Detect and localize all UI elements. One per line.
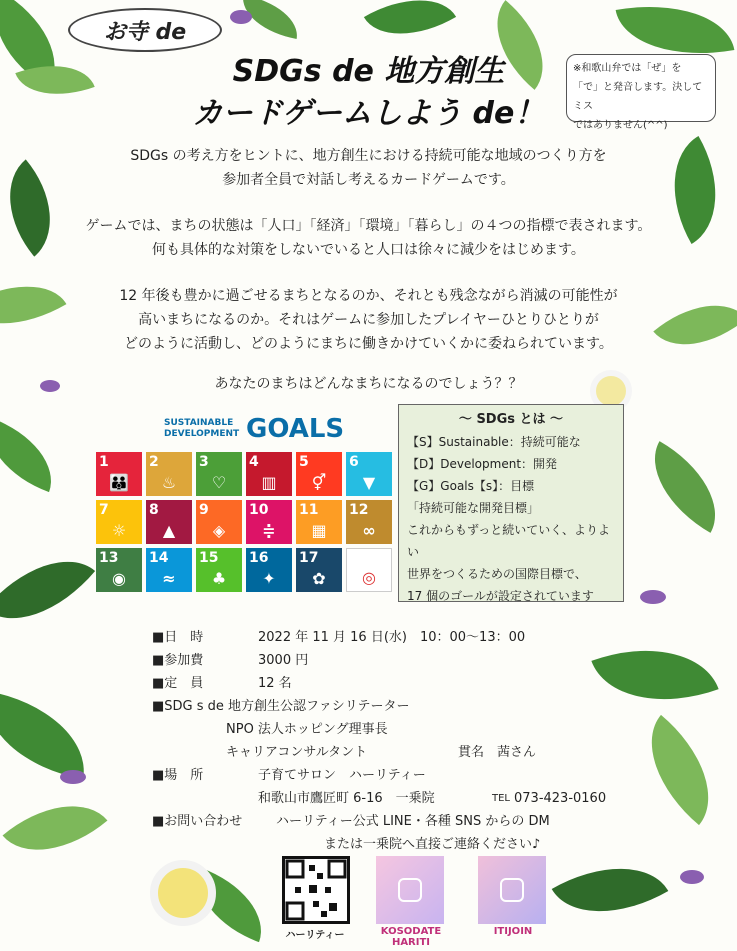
- detail-fee: [152, 649, 410, 672]
- sdg-tile-icon: ▥: [261, 473, 277, 492]
- capacity-label: ■定 員: [152, 676, 204, 691]
- sdg-tile: [196, 500, 242, 544]
- sdg-tile-icon: ✿: [312, 569, 326, 588]
- intro-text: 12 年後も豊かに過ごせるまちとなるのか、それとも残念ながら消滅の可能性が: [119, 288, 618, 304]
- dialect-note: [566, 54, 716, 131]
- sdg-tile: [296, 500, 342, 544]
- sdg-tile-icon: ≑: [262, 521, 276, 540]
- tel-label: TEL: [492, 793, 510, 804]
- sdg-tile-number: 16: [249, 550, 269, 566]
- detail-facilitator-role: [152, 741, 537, 764]
- sdgbox-line: 【S】Sustainable：持続可能な: [407, 435, 581, 449]
- sdg-tile-number: 13: [99, 550, 119, 566]
- detail-place: [152, 764, 426, 787]
- sdg-tile: [346, 452, 392, 496]
- intro-text: どのように活動し、どのようにまちに働きかけていくかに委ねられています。: [124, 336, 613, 352]
- facilitator-role: キャリアコンサルタント: [226, 745, 368, 760]
- sdg-tile: [196, 548, 242, 592]
- note-line-1: ※和歌山弁では「ぜ」を: [573, 63, 682, 74]
- intro-text: 参加者全員で対話し考えるカードゲームです。: [222, 172, 515, 188]
- address: 和歌山市鷹匠町 6-16 一乗院: [258, 791, 435, 806]
- sdg-tile-icon: ◎: [362, 568, 376, 587]
- sdg-tile-number: 14: [149, 550, 169, 566]
- qr-label-hariti: ハーリティー: [285, 930, 345, 941]
- intro-text: 何も具体的な対策をしないでいると人口は徐々に減少をはじめます。: [152, 242, 585, 258]
- sdg-tile-number: 8: [149, 502, 159, 518]
- sdg-tile-icon: ▦: [311, 521, 327, 540]
- sdg-tile: [296, 548, 342, 592]
- sdg-tile-number: 4: [249, 454, 259, 470]
- sdgbox-line: 【G】Goals【s】：目標: [407, 479, 535, 493]
- tel-number: 073-423-0160: [514, 791, 607, 806]
- sdgbox-line: 【D】Development：開発: [407, 457, 558, 471]
- sdg-tile-icon: ≈: [162, 569, 176, 588]
- sdg-tile-icon: ◈: [212, 521, 226, 540]
- fee-value: 3000 円: [258, 653, 309, 668]
- sdg-tile: [246, 500, 292, 544]
- sdg-tile: [96, 548, 142, 592]
- instagram-icon: [398, 878, 422, 902]
- contact-label: ■お問い合わせ: [152, 814, 243, 829]
- fee-label: ■参加費: [152, 653, 204, 668]
- sdg-tile: [146, 548, 192, 592]
- sdgbox-line: 17 個のゴールが設定されています: [407, 589, 594, 603]
- detail-facilitator-org: [152, 718, 410, 741]
- intro-paragraph-2: [0, 214, 737, 262]
- sdg-goals-graphic: [96, 412, 396, 598]
- sdg-tile-number: 7: [99, 502, 109, 518]
- goals-tile-grid: [96, 452, 396, 592]
- sdg-tile-number: 3: [199, 454, 209, 470]
- goals-logo-line: DEVELOPMENT: [164, 429, 240, 439]
- sdg-tile-icon: ☼: [111, 521, 127, 540]
- detail-contact: [152, 810, 550, 833]
- qr-code-itijoin[interactable]: [478, 856, 546, 924]
- detail-date: [152, 626, 526, 649]
- sdg-tile-number: 11: [299, 502, 319, 518]
- qr-label-itijoin: ITIJOIN: [493, 926, 533, 937]
- sdg-tile: [346, 548, 392, 592]
- qr-code-kosodate-hariti[interactable]: [376, 856, 444, 924]
- sdg-tile: [246, 548, 292, 592]
- sdg-tile-icon: ♣: [211, 569, 227, 588]
- date-label: ■日 時: [152, 630, 204, 645]
- detail-capacity: [152, 672, 410, 695]
- qr-pattern-icon: [285, 859, 347, 921]
- title-line-1: SDGs de 地方創生: [232, 54, 505, 89]
- sdg-tile: [196, 452, 242, 496]
- contact-value: ハーリティー公式 LINE・各種 SNS からの DM: [276, 814, 550, 829]
- place-label: ■場 所: [152, 768, 204, 783]
- sdg-tile-icon: ▲: [162, 521, 176, 540]
- sdg-tile-number: 15: [199, 550, 219, 566]
- sdg-tile: [96, 500, 142, 544]
- intro-paragraph-1: [0, 144, 737, 192]
- note-line-2: 「で」と発音します。決してミス: [573, 82, 703, 112]
- intro-paragraph-3: [0, 284, 737, 356]
- sdgbox-line: これからもずっと続いていく、よりよい: [407, 523, 611, 559]
- sdg-tile-number: 17: [299, 550, 319, 566]
- title-line-2: カードゲームしよう de！: [192, 96, 545, 131]
- sdg-tile: [146, 452, 192, 496]
- sdg-tile-icon: ♨: [161, 473, 177, 492]
- sdg-tile-icon: ◉: [112, 569, 126, 588]
- sdg-tile-number: 10: [249, 502, 269, 518]
- sdg-tile-icon: 👪: [109, 473, 129, 492]
- place-value: 子育てサロン ハーリティー: [258, 768, 426, 783]
- detail-contact-2: [152, 833, 541, 856]
- sdg-tile-icon: ♡: [211, 473, 227, 492]
- event-details: [152, 626, 607, 856]
- sdg-tile-number: 12: [349, 502, 369, 518]
- header-bubble: お寺 de: [68, 8, 222, 52]
- sdgbox-line: 世界をつくるための国際目標で、: [407, 567, 587, 581]
- note-line-3: ではありません(^^): [573, 120, 668, 131]
- detail-facilitator: [152, 695, 410, 718]
- qr-code-hariti[interactable]: [282, 856, 350, 924]
- sdg-tile-icon: ✦: [262, 569, 276, 588]
- intro-text: ゲームでは、まちの状態は「人口」「経済」「環境」「暮らし」の４つの指標で表されます。: [85, 218, 652, 234]
- sdg-tile-number: 5: [299, 454, 309, 470]
- sdg-tile-number: 1: [99, 454, 109, 470]
- goals-logo-text: [164, 418, 239, 440]
- date-value: 2022 年 11 月 16 日(水) 10：00～13：00: [258, 630, 526, 645]
- capacity-value: 12 名: [258, 676, 292, 691]
- goals-logo-word: GOALS: [246, 414, 345, 444]
- detail-address: [152, 787, 607, 810]
- goals-logo-line: SUSTAINABLE: [164, 418, 234, 428]
- sdg-tile: [96, 452, 142, 496]
- instagram-icon: [500, 878, 524, 902]
- qr-label-kosodate-hariti: KOSODATE HARITI: [380, 926, 442, 948]
- sdgbox-heading: ～ SDGs とは ～: [458, 412, 564, 427]
- sdg-tile: [346, 500, 392, 544]
- sdg-tile-icon: ▼: [362, 473, 376, 492]
- intro-text: 高いまちになるのか。それはゲームに参加したプレイヤーひとりひとりが: [138, 312, 599, 328]
- sdg-tile-icon: ∞: [362, 521, 376, 540]
- facilitator-label: ■SDG s de 地方創生公認ファシリテーター: [152, 699, 410, 714]
- sdg-tile: [296, 452, 342, 496]
- sdg-definition-box: [398, 404, 624, 602]
- sdg-tile-icon: ⚥: [311, 473, 327, 492]
- sdg-tile-number: 2: [149, 454, 159, 470]
- intro-question: あなたのまちはどんなまちになるのでしょう？？: [214, 376, 523, 392]
- sdg-tile: [246, 452, 292, 496]
- sdg-tile: [146, 500, 192, 544]
- sdg-tile-number: 9: [199, 502, 209, 518]
- contact-value-2: または一乗院へ直接ご連絡ください♪: [324, 837, 541, 852]
- sdg-tile-number: 6: [349, 454, 359, 470]
- facilitator-name: 貫名 茜さん: [458, 745, 537, 760]
- sdgbox-line: 「持続可能な開発目標」: [407, 501, 540, 515]
- intro-text: SDGs の考え方をヒントに、地方創生における持続可能な地域のつくり方を: [130, 148, 607, 164]
- facilitator-org: NPO 法人ホッピング理事長: [226, 722, 388, 737]
